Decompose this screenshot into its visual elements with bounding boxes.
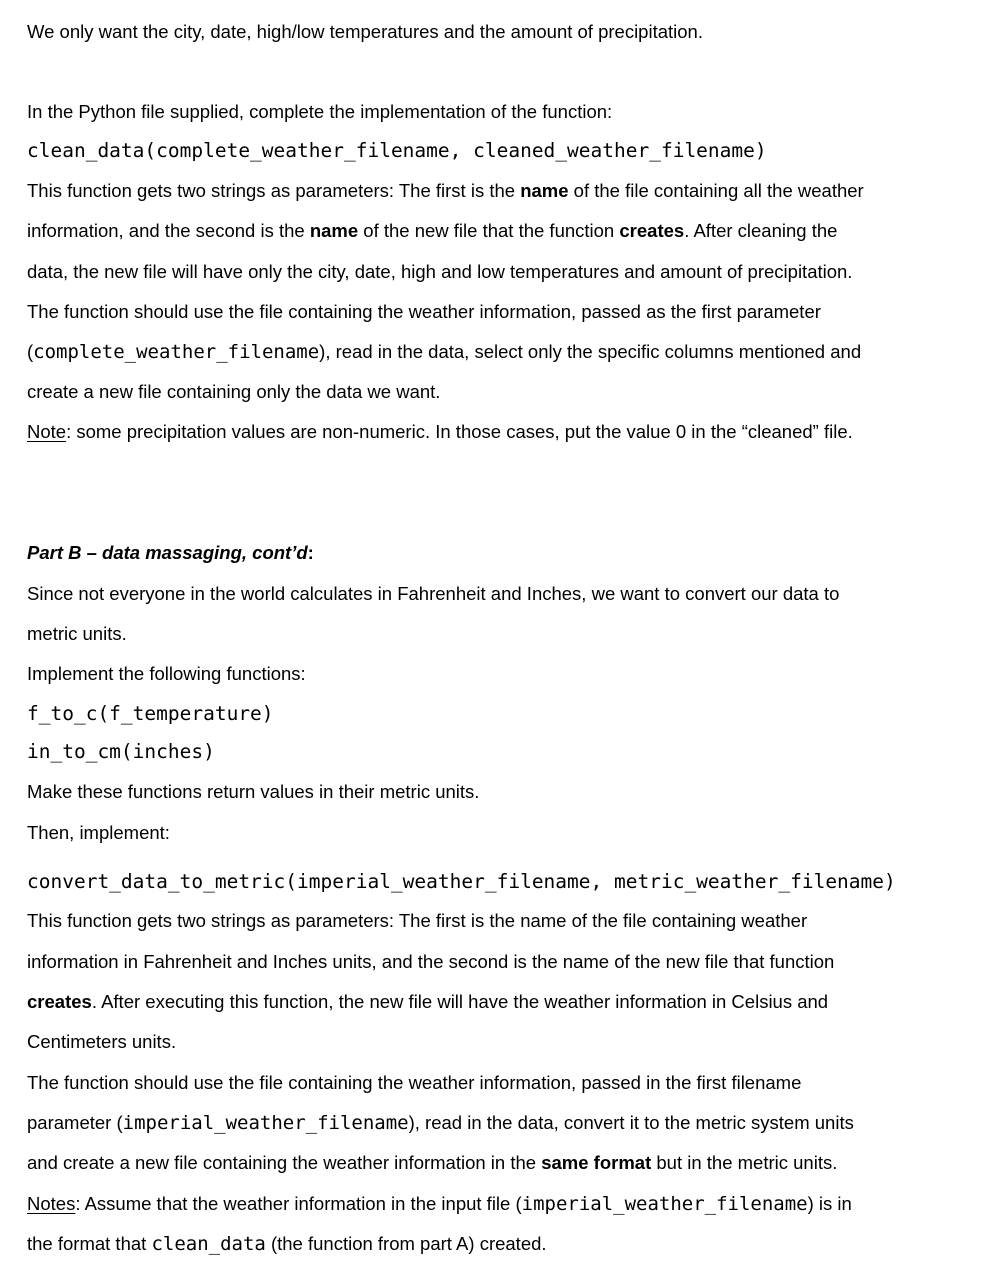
part-a-desc-line-2: information, and the second is the name of the new file that the function creates. After cleaning the: [27, 220, 838, 241]
part-a-usage-line-1: The function should use the file containing the weather information, passed as the first parameter: [27, 301, 821, 322]
part-b-desc-line-4: Centimeters units.: [27, 1031, 177, 1052]
part-a-desc-line-1: This function gets two strings as parameters: The first is the name of the file containing all the weather: [27, 180, 864, 201]
part-b-then: Then, implement:: [27, 822, 170, 843]
notes-label: Notes: [27, 1193, 76, 1214]
part-b-usage-line-3: and create a new file containing the weather information in the same format but in the metric units.: [27, 1152, 838, 1173]
inline-code: clean_data: [151, 1233, 266, 1255]
part-a-desc-line-3: data, the new file will have only the city, date, high and low temperatures and amount of precipitation.: [27, 261, 853, 282]
in-to-cm-signature: in_to_cm(inches): [27, 740, 215, 763]
intro-paragraph: We only want the city, date, high/low temperatures and the amount of precipitation.: [27, 21, 703, 42]
part-b-intro-line-1: Since not everyone in the world calculates in Fahrenheit and Inches, we want to convert our data to: [27, 583, 840, 604]
part-b-desc-line-1: This function gets two strings as parameters: The first is the name of the file containing weather: [27, 910, 808, 931]
inline-code: imperial_weather_filename: [122, 1112, 409, 1134]
part-a-instruction: In the Python file supplied, complete the implementation of the function:: [27, 101, 613, 122]
part-b-return-text: Make these functions return values in their metric units.: [27, 781, 480, 802]
part-a-usage-line-3: create a new file containing only the data we want.: [27, 381, 441, 402]
part-a-note: Note: some precipitation values are non-numeric. In those cases, put the value 0 in the “cleaned” file.: [27, 421, 853, 442]
clean-data-signature: clean_data(complete_weather_filename, cleaned_weather_filename): [27, 139, 767, 162]
part-b-desc-line-2: information in Fahrenheit and Inches units, and the second is the name of the new file that function: [27, 951, 835, 972]
part-b-desc-line-3: creates. After executing this function, the new file will have the weather information in Celsius and: [27, 991, 829, 1012]
part-b-usage-line-1: The function should use the file containing the weather information, passed in the first filename: [27, 1072, 802, 1093]
part-a-usage-line-2: (complete_weather_filename), read in the data, select only the specific columns mentioned and: [27, 341, 862, 363]
inline-code: imperial_weather_filename: [521, 1193, 808, 1215]
part-b-usage-line-2: parameter (imperial_weather_filename), read in the data, convert it to the metric system units: [27, 1112, 854, 1134]
part-b-notes: Notes: Assume that the weather information in the input file (imperial_weather_filename) is in: [27, 1193, 852, 1215]
inline-code: complete_weather_filename: [33, 341, 320, 363]
f-to-c-signature: f_to_c(f_temperature): [27, 702, 274, 725]
part-b-intro-line-2: metric units.: [27, 623, 127, 644]
note-label: Note: [27, 421, 67, 442]
part-b-last-line: the format that clean_data (the function from part A) created.: [27, 1233, 547, 1255]
part-b-implement: Implement the following functions:: [27, 663, 306, 684]
convert-signature: convert_data_to_metric(imperial_weather_filename, metric_weather_filename): [27, 870, 896, 893]
part-b-heading: Part B – data massaging, cont’d:: [27, 542, 314, 563]
